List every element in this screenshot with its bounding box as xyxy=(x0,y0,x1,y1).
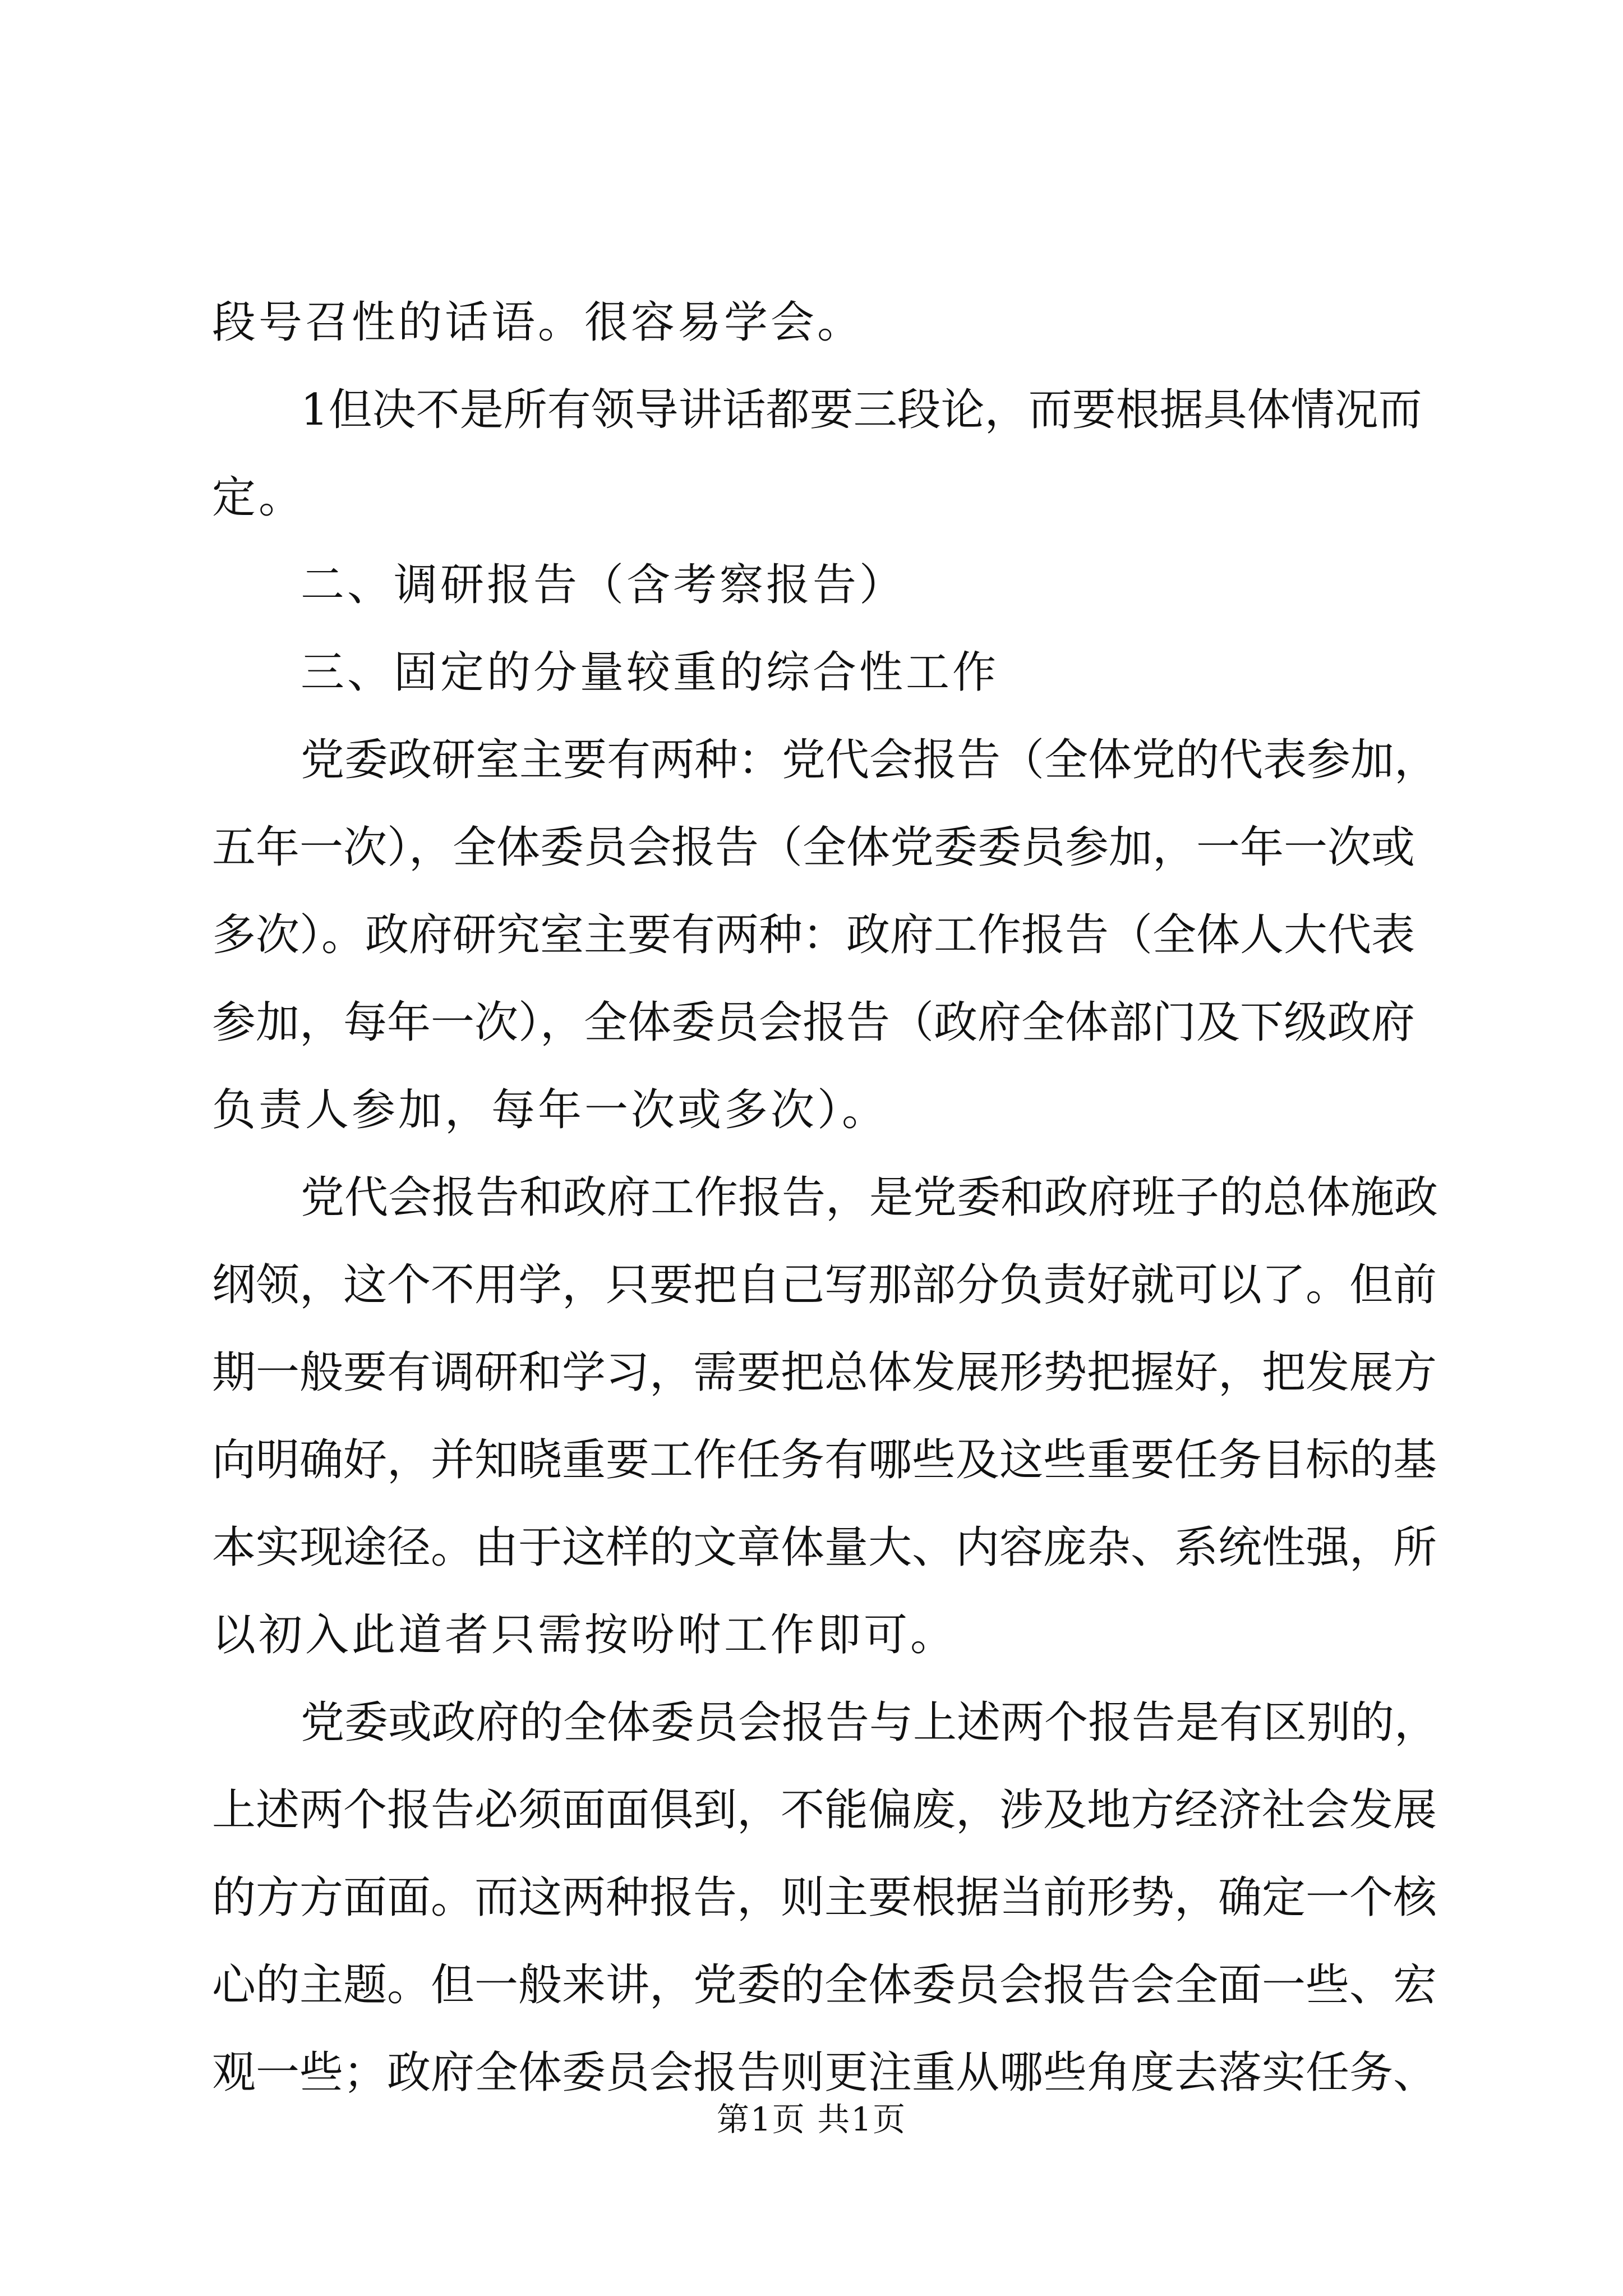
text-line: 观一些；政府全体委员会报告则更注重从哪些角度去落实任务、 xyxy=(212,2047,1437,2098)
text-line: 上述两个报告必须面面俱到，不能偏废，涉及地方经济社会发展 xyxy=(212,1785,1437,1835)
text-line: 负责人参加，每年一次或多次）。 xyxy=(212,1085,889,1135)
text-line: 1但决不是所有领导讲话都要三段论，而要根据具体情况而 xyxy=(301,385,1422,435)
text-line: 以初入此道者只需按吩咐工作即可。 xyxy=(212,1610,957,1660)
text-line: 本实现途径。由于这样的文章体量大、内容庞杂、系统性强，所 xyxy=(212,1522,1437,1573)
section-heading: 三、固定的分量较重的综合性工作 xyxy=(301,647,999,698)
text-line: 党委政研室主要有两种：党代会报告（全体党的代表参加， xyxy=(301,735,1438,785)
text-line: 的方方面面。而这两种报告，则主要根据当前形势，确定一个核 xyxy=(212,1872,1437,1923)
text-line: 党代会报告和政府工作报告，是党委和政府班子的总体施政 xyxy=(301,1172,1438,1223)
section-heading: 二、调研报告（含考察报告） xyxy=(301,560,906,610)
text-line: 段号召性的话语。很容易学会。 xyxy=(212,297,864,348)
text-line: 纲领，这个不用学，只要把自己写那部分负责好就可以了。但前 xyxy=(212,1260,1437,1310)
text-line: 多次）。政府研究室主要有两种：政府工作报告（全体人大代表 xyxy=(212,910,1415,960)
text-line: 向明确好，并知晓重要工作任务有哪些及这些重要任务目标的基 xyxy=(212,1435,1437,1485)
text-line: 参加，每年一次），全体委员会报告（政府全体部门及下级政府 xyxy=(212,997,1415,1048)
page-number-footer: 第1页 共1页 xyxy=(716,2100,907,2138)
text-line: 五年一次），全体委员会报告（全体党委委员参加，一年一次或 xyxy=(212,822,1415,873)
text-line: 心的主题。但一般来讲，党委的全体委员会报告会全面一些、宏 xyxy=(212,1960,1437,2010)
text-line: 期一般要有调研和学习，需要把总体发展形势把握好，把发展方 xyxy=(212,1347,1437,1398)
text-line: 定。 xyxy=(212,472,306,523)
text-line: 党委或政府的全体委员会报告与上述两个报告是有区别的， xyxy=(301,1697,1438,1748)
